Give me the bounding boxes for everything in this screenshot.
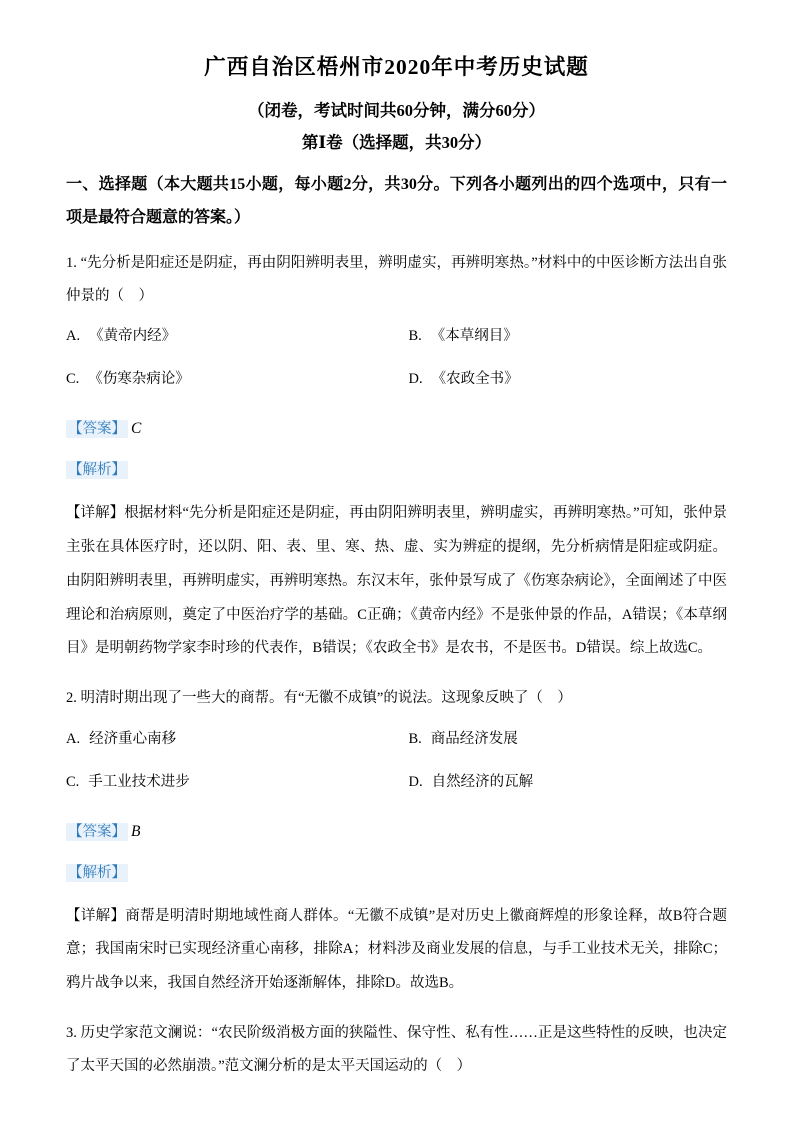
question-3-stem: 3. 历史学家范文澜说：“农民阶级消极方面的狭隘性、保守性、私有性……正是这些特性的反映，也决定了太平天国的必然崩溃。”范文澜分析的是太平天国运动的（ ） (66, 1024, 727, 1075)
question-1 (66, 247, 727, 667)
question-1-option-d (409, 365, 728, 394)
option-label: A. (66, 328, 81, 345)
detail-text: 商帮是明清时期地域性商人群体。“无徽不成镇”是对历史上徽商辉煌的形象诠释，故B符合题意；我国南宋时已实现经济重心南移，排除A；材料涉及商业发展的信息，与手工业技术无关，排除C；鸦片战争以来，我国自然经济开始逐渐解体，排除D。故选B。 (66, 907, 728, 992)
option-text: 《农政全书》 (431, 371, 519, 388)
option-label: A. (66, 730, 81, 747)
option-text: 商品经济发展 (430, 730, 518, 747)
option-label: B. (408, 730, 422, 747)
question-2-option-b (409, 725, 728, 754)
option-label: D. (408, 773, 423, 790)
question-1-detail (66, 497, 727, 666)
answer-label: 【答案】 (68, 823, 126, 840)
detail-label: 【详解】 (66, 907, 126, 924)
question-2-options (66, 718, 727, 804)
section-heading: 第Ⅰ卷（选择题，共30分） (301, 133, 492, 152)
question-1-answer-line (66, 413, 727, 444)
option-label: D. (408, 371, 423, 388)
question-2 (66, 682, 727, 1001)
option-text: 手工业技术进步 (88, 773, 190, 790)
option-text: 《黄帝内经》 (89, 328, 177, 345)
page-title: 广西自治区梧州市2020年中考历史试题 (204, 55, 589, 79)
option-label: C. (66, 371, 80, 388)
option-text: 《伤寒杂病论》 (88, 371, 190, 388)
detail-label: 【详解】 (66, 505, 125, 522)
question-1-option-c (66, 365, 385, 394)
question-1-analysis-line (66, 456, 727, 485)
question-2-analysis-line (66, 859, 727, 888)
answer-value: C (131, 420, 142, 438)
exam-meta: （闭卷，考试时间共60分钟，满分60分） (248, 101, 545, 120)
option-label: C. (66, 773, 80, 790)
question-1-option-b (409, 322, 728, 351)
detail-text: 根据材料“先分析是阳症还是阴症，再由阴阳辨明表里，辨明虚实，再辨明寒热。”可知，张仲景主张在具体医疗时，还以阴、阳、表、里、寒、热、虚、实为辨症的提纲，先分析病情是阳症或阴症。由阴阳辨明表里，再辨明虚实，再辨明寒热。东汉末年，张仲景写成了《伤寒杂病论》，全面阐述了中医理论和治病原则，奠定了中医治疗学的基础。C正确；《黄帝内经》不是张仲景的作品，A错误；《本草纲目》是明朝药物学家李时珍的代表作，B错误；《农政全书》是农书，不是医书。D错误。综上故选C。 (66, 505, 727, 657)
question-2-option-c (66, 768, 385, 797)
question-2-stem: 2. 明清时期出现了一些大的商帮。有“无徽不成镇”的说法。这现象反映了（ ） (66, 690, 572, 707)
question-3 (66, 1017, 727, 1084)
question-1-stem: 1. “先分析是阳症还是阴症，再由阴阳辨明表里，辨明虚实，再辨明寒热。”材料中的中医诊断方法出自张仲景的（ ） (66, 254, 727, 304)
question-2-detail (66, 900, 727, 1001)
option-text: 自然经济的瓦解 (431, 773, 534, 790)
analysis-label: 【解析】 (68, 462, 126, 479)
question-2-option-d (409, 768, 728, 797)
option-text: 经济重心南移 (89, 730, 177, 747)
answer-label: 【答案】 (68, 421, 126, 438)
analysis-label: 【解析】 (68, 864, 126, 881)
question-1-option-a (66, 322, 385, 351)
section-instructions: 一、选择题（本大题共15小题，每小题2分，共30分。下列各小题列出的四个选项中，只有一项是最符合题意的答案。） (66, 176, 727, 226)
option-text: 《本草纲目》 (430, 328, 518, 345)
answer-value: B (131, 822, 141, 840)
option-label: B. (408, 328, 422, 345)
question-2-answer-line (66, 816, 727, 847)
question-1-options (66, 315, 727, 401)
question-2-option-a (66, 725, 385, 754)
